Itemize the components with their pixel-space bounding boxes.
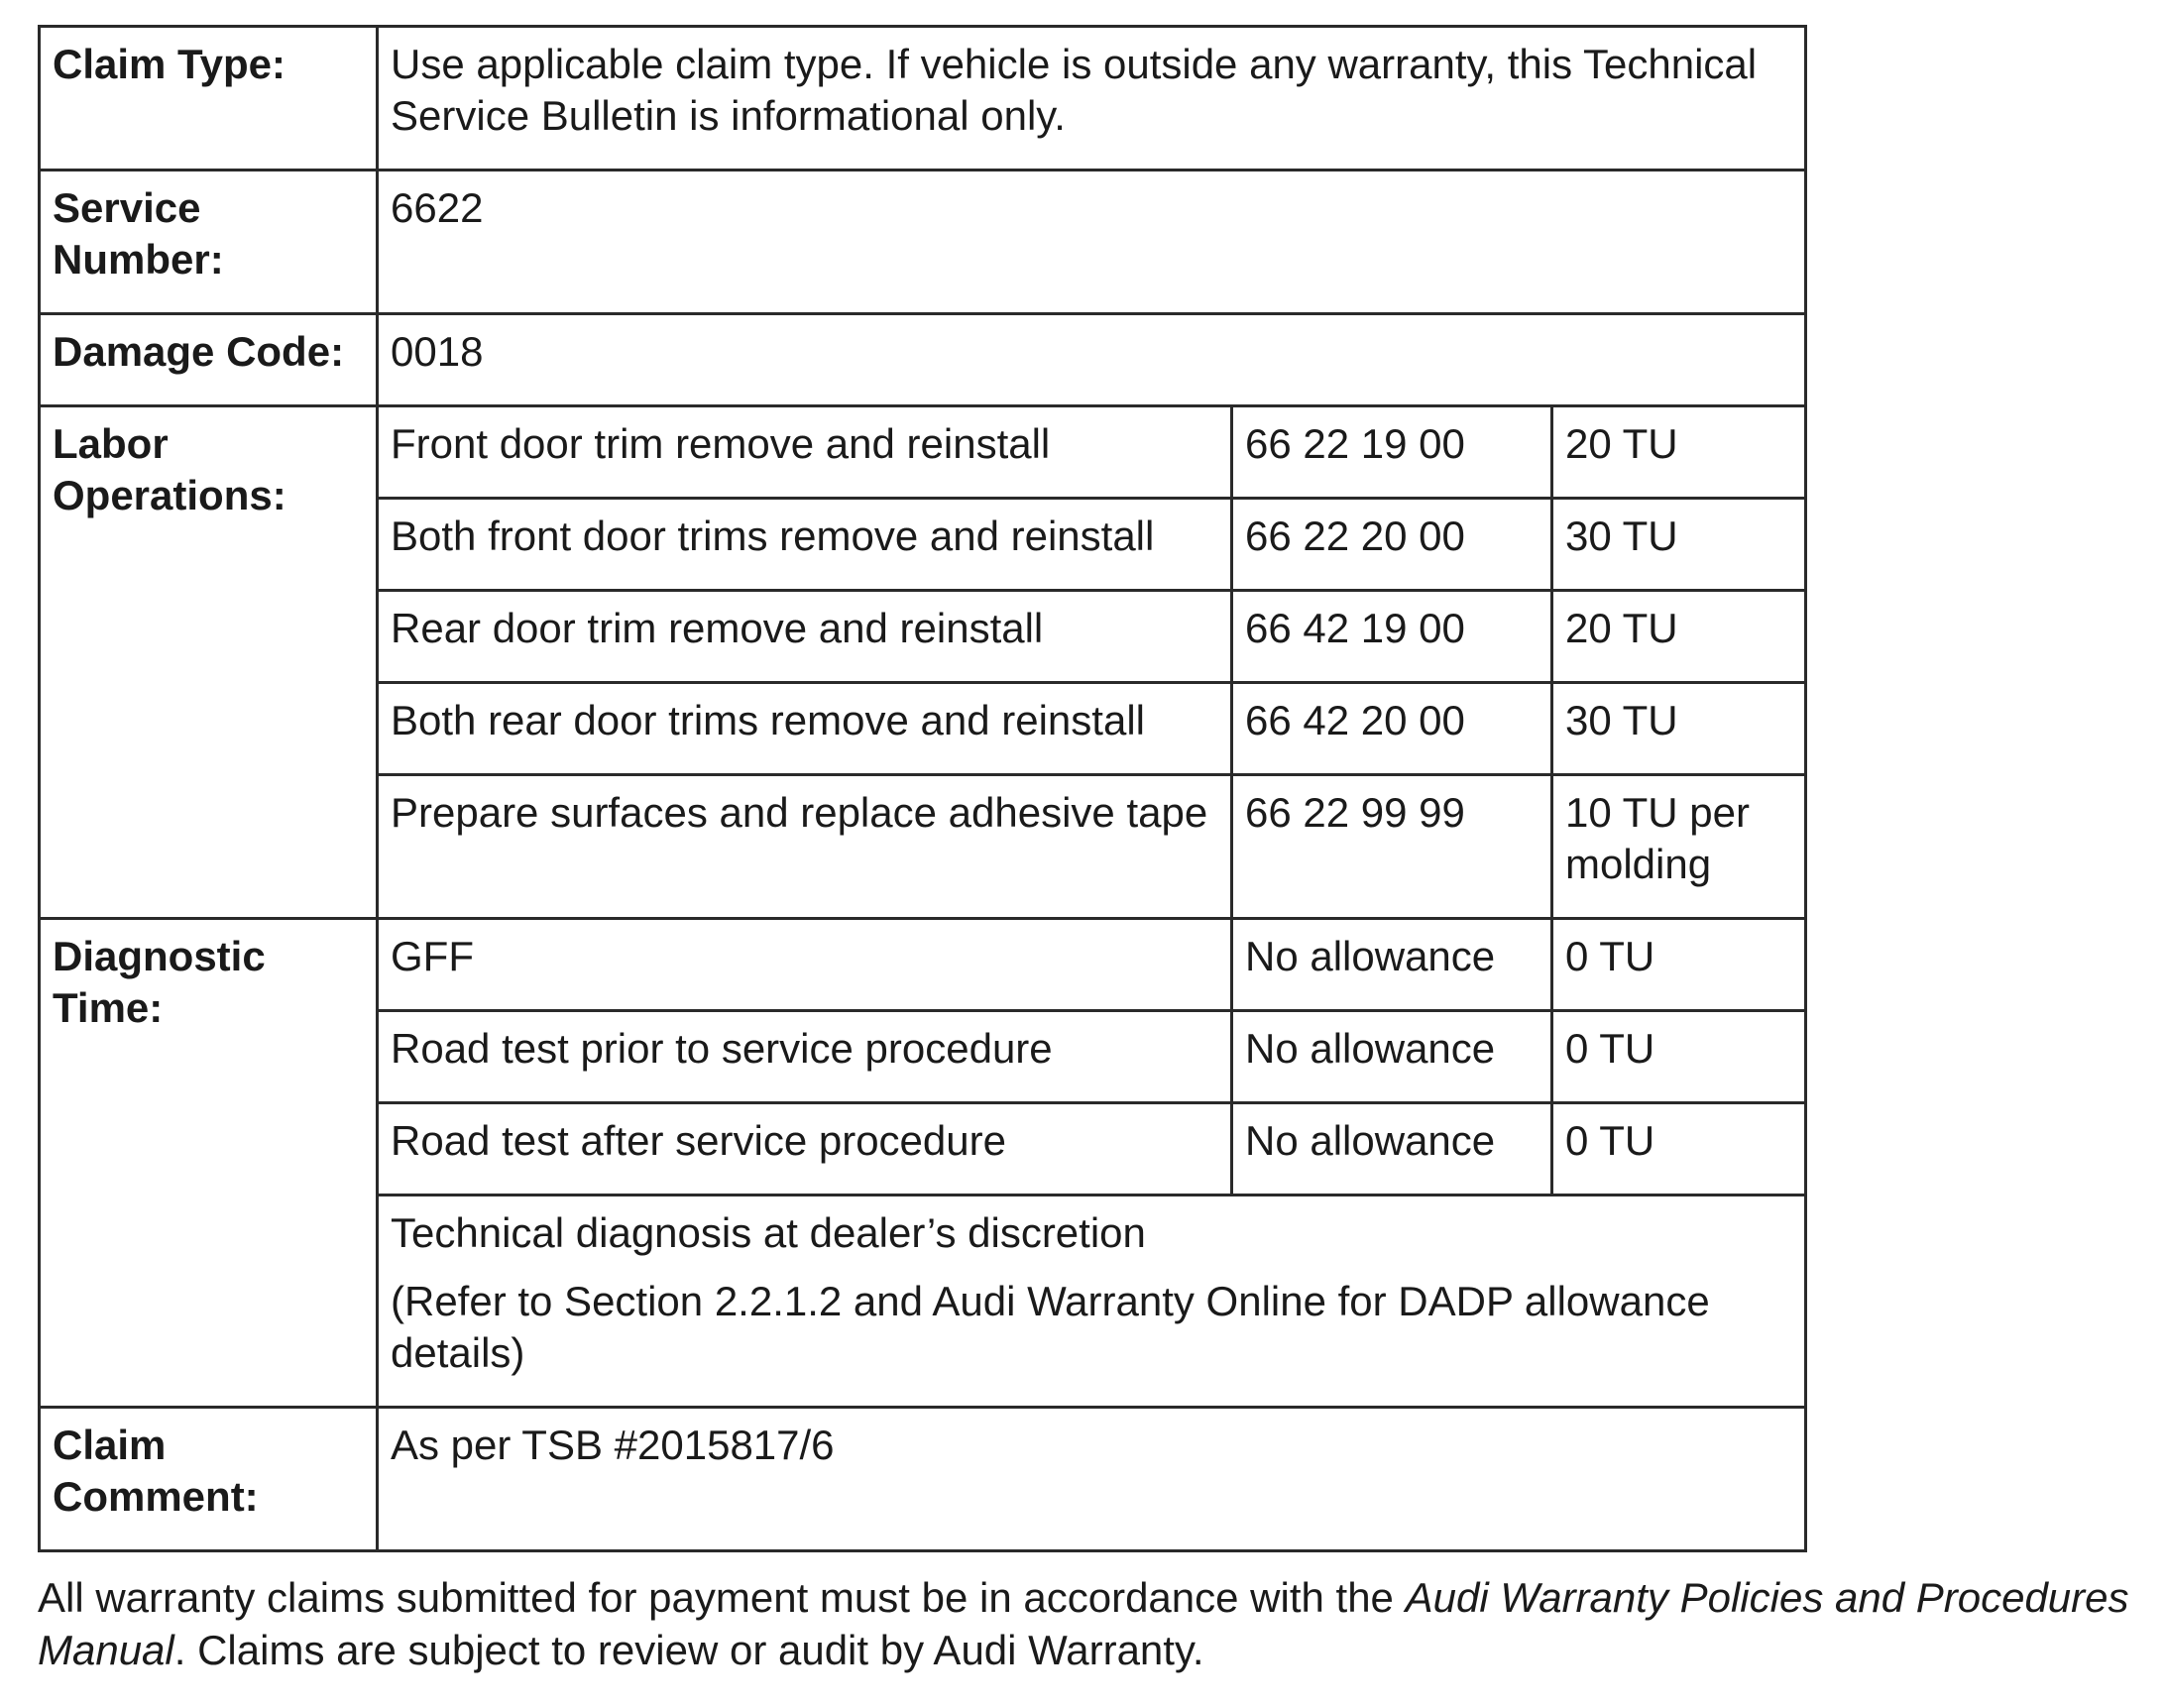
labor-operation-code: 66 22 20 00 <box>1232 499 1552 591</box>
service-number-label: Service Number: <box>40 171 378 314</box>
labor-operation-time: 20 TU <box>1552 591 1806 683</box>
service-number-row <box>40 171 1806 314</box>
diagnostic-code: No allowance <box>1232 919 1552 1011</box>
warranty-footer-note <box>38 1571 2149 1676</box>
diagnostic-code: No allowance <box>1232 1011 1552 1103</box>
claim-type-row <box>40 27 1806 171</box>
labor-operation-row <box>40 406 1806 499</box>
labor-operation-description: Front door trim remove and reinstall <box>378 406 1232 499</box>
labor-operation-description: Both rear door trims remove and reinstall <box>378 683 1232 775</box>
diagnostic-time: 0 TU <box>1552 1103 1806 1196</box>
claim-comment-value: As per TSB #2015817/6 <box>378 1408 1806 1551</box>
labor-operation-code: 66 42 20 00 <box>1232 683 1552 775</box>
diagnostic-note-line1: Technical diagnosis at dealer’s discretion <box>391 1209 1146 1256</box>
damage-code-row <box>40 314 1806 406</box>
diagnostic-time: 0 TU <box>1552 1011 1806 1103</box>
diagnostic-description: GFF <box>378 919 1232 1011</box>
labor-operation-time: 30 TU <box>1552 683 1806 775</box>
labor-operation-description: Rear door trim remove and reinstall <box>378 591 1232 683</box>
diagnostic-description: Road test after service procedure <box>378 1103 1232 1196</box>
diagnostic-time-label: Diagnostic Time: <box>40 919 378 1408</box>
footer-text-before: All warranty claims submitted for payment must be in accordance with the <box>38 1574 1406 1621</box>
footer-text-after: . Claims are subject to review or audit by Audi Warranty. <box>173 1627 1204 1673</box>
labor-operation-description: Prepare surfaces and replace adhesive tape <box>378 775 1232 919</box>
manual-title: Audi Warranty Policies and Procedures Manual <box>38 1574 2129 1673</box>
claim-comment-row <box>40 1408 1806 1551</box>
labor-operation-time: 30 TU <box>1552 499 1806 591</box>
labor-operation-code: 66 42 19 00 <box>1232 591 1552 683</box>
service-number-value: 6622 <box>378 171 1806 314</box>
damage-code-value: 0018 <box>378 314 1806 406</box>
claim-type-value: Use applicable claim type. If vehicle is outside any warranty, this Technical Service Bulletin is informational only. <box>378 27 1806 171</box>
damage-code-label: Damage Code: <box>40 314 378 406</box>
diagnostic-description: Road test prior to service procedure <box>378 1011 1232 1103</box>
labor-operation-code: 66 22 99 99 <box>1232 775 1552 919</box>
diagnostic-code: No allowance <box>1232 1103 1552 1196</box>
diagnostic-time: 0 TU <box>1552 919 1806 1011</box>
labor-operation-time: 10 TU per molding <box>1552 775 1806 919</box>
labor-operation-time: 20 TU <box>1552 406 1806 499</box>
labor-operations-label: Labor Operations: <box>40 406 378 919</box>
claim-comment-label: Claim Comment: <box>40 1408 378 1551</box>
diagnostic-note <box>378 1196 1806 1408</box>
diagnostic-note-line2: (Refer to Section 2.2.1.2 and Audi Warranty Online for DADP allowance details) <box>391 1278 1710 1376</box>
diagnostic-time-row <box>40 919 1806 1011</box>
labor-operation-code: 66 22 19 00 <box>1232 406 1552 499</box>
labor-operation-description: Both front door trims remove and reinstall <box>378 499 1232 591</box>
claim-type-label: Claim Type: <box>40 27 378 171</box>
warranty-claim-table <box>38 25 1807 1552</box>
